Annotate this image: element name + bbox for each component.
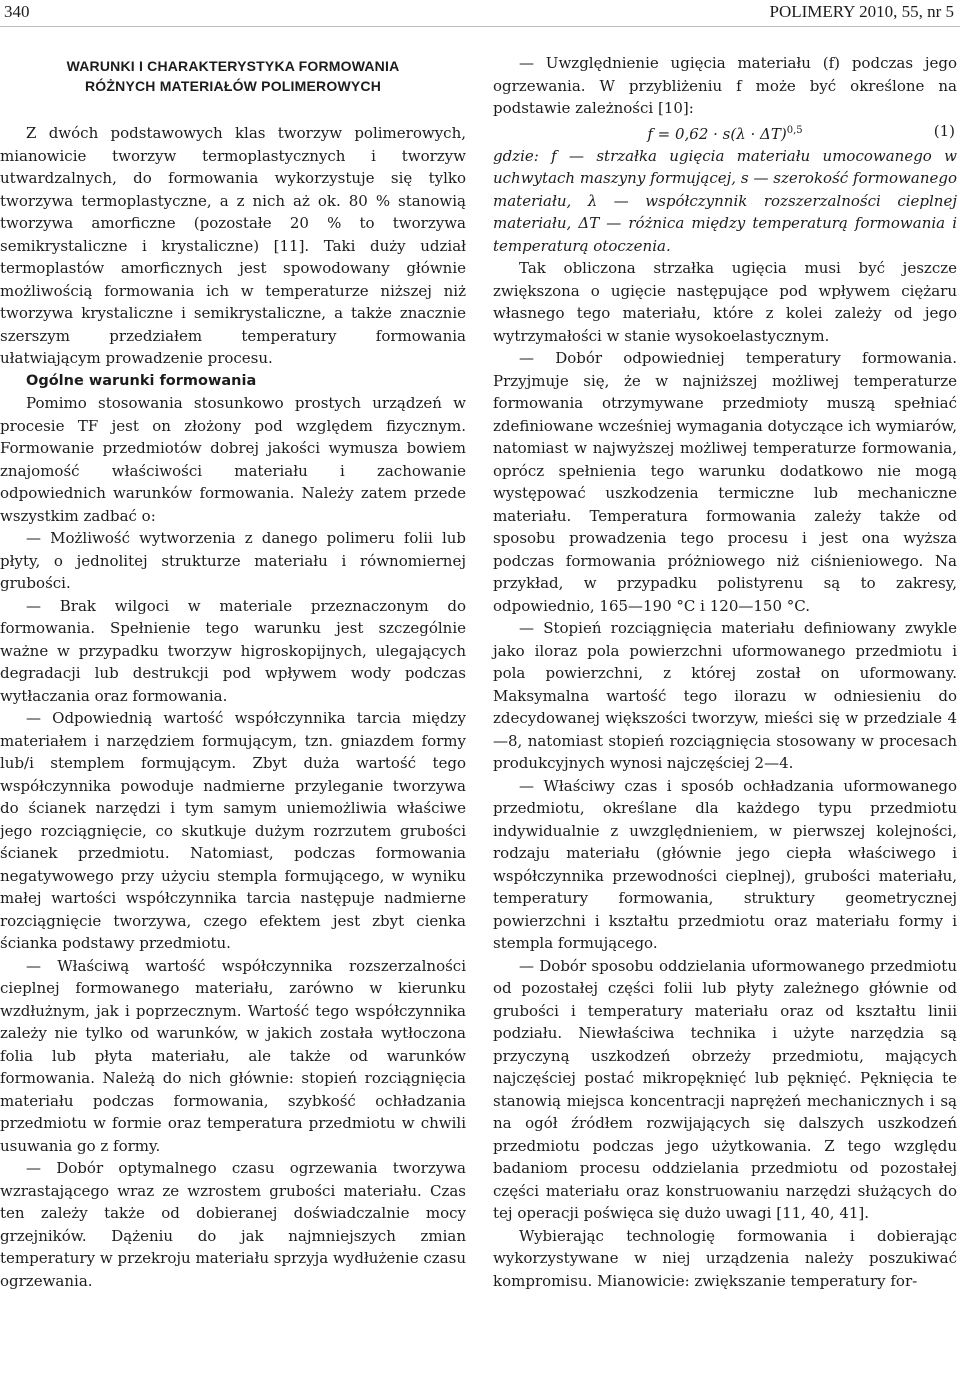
paragraph-r6: — Dobór sposobu oddzielania uformowanego przedmiotu od pozostałej części folii lub płyty zależnego głównie od grubości i temperatury materiału oraz od kształtu linii podziału. Niewłaściwa technika i użyte narzędzia są przyczyną uszkodzeń obrzeży przedmiotu, mających najczęściej postać mikropęknięć lub pęknięć. Pęknięcia te stanowią miejsca koncentracji naprężeń mechanicznych i są na ogół źródłem rozwijających się dalszych uszkodzeń przedmiotu podczas jego użytkowania. Z tego względu badaniom procesu oddzielania przedmiotu od pozostałej części materiału oraz konstruowaniu narzędzi służących do tej operacji poświęca się dużo uwagi [11, 40, 41]. xyxy=(493,956,957,1222)
paragraph-r3: — Dobór odpowiedniej temperatury formowania. Przyjmuje się, że w najniższej możliwej temperaturze formowania otrzymywane przedmioty muszą spełniać zdefiniowane wcześniej wymagania dotyczące ich wymiarów, natomiast w najwyższej możliwej temperaturze formowania, oprócz spełnienia tego warunku dodatkowo nie mogą występować uszkodzenia termiczne lub mechaniczne materiału. Temperatura formowania zależy także od sposobu prowadzenia tego procesu i jest ona wyższa podczas formowania próżniowego niż ciśnieniowego. Na przykład, w przypadku polistyrenu są to zakresy, odpowiednio, 165—190 °C i 120—150 °C. xyxy=(493,349,957,615)
paragraph-6: — Dobór optymalnego czasu ogrzewania tworzywa wzrastającego wraz ze wzrostem grubości materiału. Czas ten zależy także od dobieranej doświadczalnie mocy grzejników. Dążeniu do jak najmniejszych zmian temperatury w przekroju materiału sprzyja wydłużenie czasu ogrzewania. xyxy=(0,1159,466,1290)
section-title-line-1: WARUNKI I CHARAKTERYSTYKA FORMOWANIA xyxy=(66,58,400,74)
page-header xyxy=(0,0,960,27)
paragraph-deflection: — Uwzględnienie ugięcia materiału (f) podczas jego ogrzewania. W przybliżeniu f może być określone na podstawie zależności [10]: xyxy=(493,54,957,117)
right-column xyxy=(493,52,957,1292)
paragraph-r2: Tak obliczona strzałka ugięcia musi być jeszcze zwiększona o ugięcie następujące pod wpływem ciężaru własnego tego materiału, które z kolei zależy od jego wytrzymałości w stanie wysokoelastycznym. xyxy=(493,259,957,345)
equation-number: (1) xyxy=(933,121,955,140)
equation-exponent: 0,5 xyxy=(786,124,803,136)
intro-paragraph: Z dwóch podstawowych klas tworzyw polimerowych, mianowicie tworzyw termoplastycznych i tworzyw utwardzalnych, do formowania wykorzystuje się tylko tworzywa termoplastyczne, a z nich aż ok. 80 % stanowią tworzywa amorficzne (pozostałe 20 % to tworzywa semikrystaliczne i krystaliczne) [11]. Taki duży udział termoplastów amorficznych jest spowodowany głównie możliwością formowania ich w temperaturze niższej niż tworzywa krystaliczne i semikrystaliczne, a także znacznie szerszym przedziałem temperatury formowania ułatwiającym prowadzenie procesu. xyxy=(0,124,466,367)
paragraph-r4: — Stopień rozciągnięcia materiału definiowany zwykle jako iloraz pola powierzchni uformowanego przedmiotu i pola powierzchni, z której został on uformowany. Maksymalna wartość tego ilorazu w odniesieniu do zdecydowanej większości tworzyw, mieści się w przedziale 4—8, natomiast stopień rozciągnięcia stosowany w procesach produkcyjnych wynosi najczęściej 2—4. xyxy=(493,619,957,772)
paragraph-5: — Właściwą wartość współczynnika rozszerzalności cieplnej formowanego materiału, zarówno w kierunku wzdłużnym, jak i poprzecznym. Wartość tego współczynnika zależy nie tylko od warunków, w jakich została wytłoczona folia lub płyta materiału, ale także od warunków formowania. Należą do nich głównie: stopień rozciągnięcia materiału podczas formowania, szybkość ochładzania przedmiotu w formie oraz temperatura przedmiotu w chwili usuwania go z formy. xyxy=(0,956,466,1155)
page-number: 340 xyxy=(4,2,30,21)
paragraph-3: — Brak wilgoci w materiale przeznaczonym do formowania. Spełnienie tego warunku jest szczególnie ważne w przypadku tworzyw higroskopijnych, ulegających degradacji lub destrukcji pod wpływem wody podczas wytłaczania oraz formowania. xyxy=(0,596,466,705)
equation-1 xyxy=(493,120,957,145)
paragraph-2: — Możliwość wytworzenia z danego polimeru folii lub płyty, o jednolitej strukturze materiału i równomiernej grubości. xyxy=(0,529,466,592)
subheading: Ogólne warunki formowania xyxy=(26,372,257,389)
section-title-line-2: RÓŻNYCH MATERIAŁÓW POLIMEROWYCH xyxy=(84,78,382,94)
journal-title: POLIMERY 2010, 55, nr 5 xyxy=(769,2,954,21)
equation-definitions: gdzie: f — strzałka ugięcia materiału umocowanego w uchwytach maszyny formującej, s — szerokość formowanego materiału, λ — współczynnik rozszerzalności cieplnej materiału, ΔT — różnica między temperaturą formowania i temperaturą otoczenia. xyxy=(493,146,957,255)
section-title xyxy=(0,56,466,96)
left-column xyxy=(0,52,466,1292)
paragraph-r5: — Właściwy czas i sposób ochładzania uformowanego przedmiotu, określane dla każdego typu przedmiotu indywidualnie z uwzględnieniem, w pierwszej kolejności, rodzaju materiału (głównie jego ciepła właściwego i współczynnika przewodności cieplnej), grubości materiału, temperatury formowania, struktury geometrycznej powierzchni i kształtu przedmiotu oraz materiału formy i stempla formującego. xyxy=(493,776,957,952)
paragraph-r7: Wybierając technologię formowania i dobierając wykorzystywane w niej urządzenia należy poszukiwać kompromisu. Mianowicie: zwiększanie temperatury for- xyxy=(493,1226,957,1290)
paragraph-4: — Odpowiednią wartość współczynnika tarcia między materiałem i narzędziem formującym, tzn. gniazdem formy lub/i stemplem formującym. Zbyt duża wartość tego współczynnika powoduje nadmierne przyleganie tworzywa do ścianek narzędzi i tym samym uniemożliwia właściwe jego rozciągnięcie, co skutkuje dużym rozrzutem grubości ścianek przedmiotu. Natomiast, podczas formowania negatywowego przy użyciu stempla formującego, w wyniku małej wartości współczynnika tarcia następuje nadmierne rozciągnięcie tworzywa, czego efektem jest zbyt cienka ścianka podstawy przedmiotu. xyxy=(0,709,466,952)
paragraph-1: Pomimo stosowania stosunkowo prostych urządzeń w procesie TF jest on złożony pod względem fizycznym. Formowanie przedmiotów dobrej jakości wymusza bowiem znajomość właściwości materiału i zachowanie odpowiednich warunków formowania. Należy zatem przede wszystkim zadbać o: xyxy=(0,394,466,525)
equation-body: f = 0,62 · s(λ · ΔT) xyxy=(647,124,787,143)
